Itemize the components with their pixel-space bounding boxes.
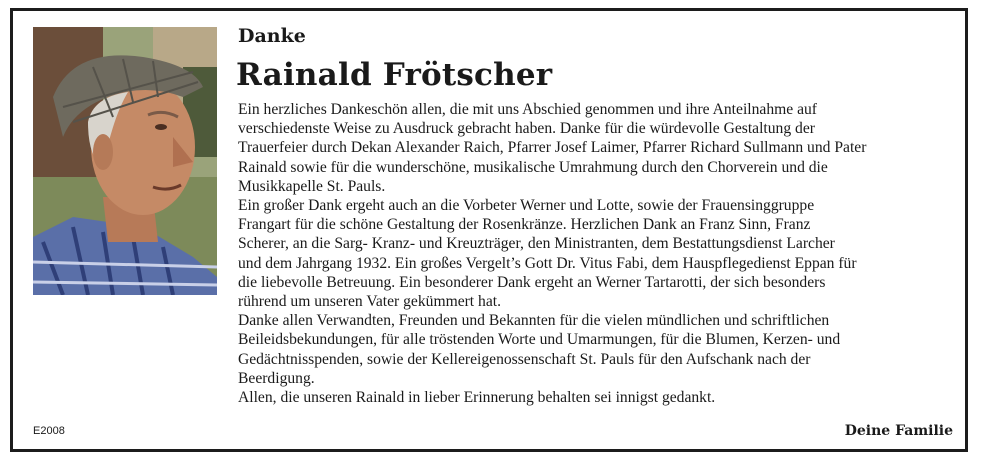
text-line: Musikkapelle St. Pauls. (238, 177, 386, 195)
message-body (238, 100, 962, 407)
text-line: verschiedenste Weise zu Ausdruck gebracht haben. Danke für die würdevolle Gestaltung der (238, 120, 815, 138)
text-line: die liebevolle Betreuung. Ein besonderer Dank ergeht an Werner Tartarotti, der sich besonders (238, 273, 826, 291)
text-line: Ein herzliches Dankeschön allen, die mit uns Abschied genommen und ihre Anteilnahme auf (238, 101, 817, 118)
text-line: Allen, die unseren Rainald in lieber Erinnerung behalten sei innigst gedankt. (238, 389, 716, 407)
text-line: rührend um unseren Vater gekümmert hat. (238, 293, 501, 311)
portrait-photo (33, 27, 217, 295)
text-line: Gedächtnisspenden, sowie der Kellereigenossenschaft St. Pauls für den Aufschank nach der (238, 350, 811, 368)
text-line: Scherer, an die Sarg- Kranz- und Kreuzträger, den Ministranten, dem Bestattungsdienst Larcher (238, 235, 835, 253)
paragraph (238, 388, 962, 407)
text-line: Ein großer Dank ergeht auch an die Vorbeter Werner und Lotte, sowie der Frauensinggruppe (238, 197, 815, 215)
text-line: Frangart für die schöne Gestaltung der Rosenkränze. Herzlichen Dank an Franz Sinn, Franz (238, 216, 811, 234)
heading-danke: Danke (238, 25, 306, 47)
ad-code: E2008 (33, 425, 65, 437)
paragraph (238, 311, 962, 388)
text-line: Beerdigung. (238, 369, 315, 387)
text-line: Trauerfeier durch Dekan Alexander Raich, Pfarrer Josef Laimer, Pfarrer Richard Sullmann und Pater (238, 139, 867, 157)
paragraph (238, 196, 962, 311)
portrait-illustration (33, 27, 217, 295)
signature: Deine Familie (844, 423, 953, 439)
text-line: Danke allen Verwandten, Freunden und Bekannten für die vielen mündlichen und schriftlichen (238, 312, 830, 330)
paragraph (238, 100, 962, 196)
deceased-name: Rainald Frötscher (236, 57, 553, 93)
text-line: Beileidsbekundungen, für alle tröstenden Worte und Umarmungen, für die Blumen, Kerzen- und (238, 331, 841, 349)
obituary-card (10, 8, 968, 452)
text-line: Rainald sowie für die wunderschöne, musikalische Umrahmung durch den Chorverein und die (238, 158, 828, 176)
text-line: und dem Jahrgang 1932. Ein großes Vergelt’s Gott Dr. Vitus Fabi, dem Hauspflegedienst Eppan für (238, 254, 857, 272)
